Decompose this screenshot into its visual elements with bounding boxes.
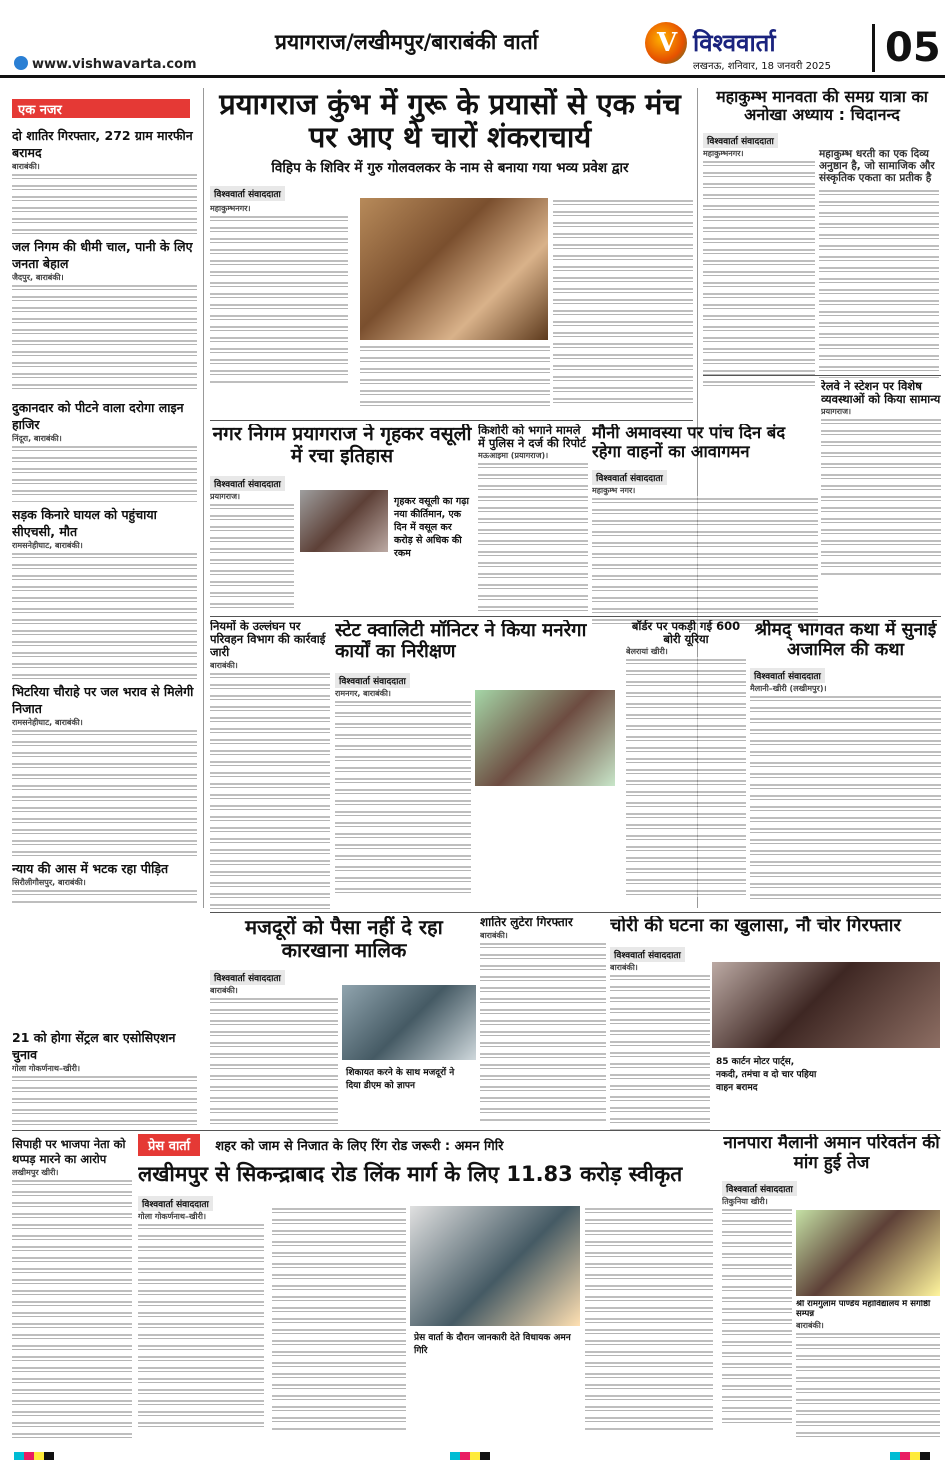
- photo-caption: गृहकर वसूली का गढ़ा नया कीर्तिमान, एक दिन में वसूल कर करोड़ से अधिक की रकम: [390, 492, 474, 561]
- left-brief-column: [12, 124, 197, 904]
- website-url[interactable]: www.vishwavarta.com: [14, 56, 197, 72]
- mazdoor-photo: [342, 985, 476, 1060]
- press-label: प्रेस वार्ता: [138, 1134, 200, 1156]
- niyamon-story: नियमों के उल्लंघन पर परिवहन विभाग की कार्रवाई जारी बाराबंकी।: [210, 620, 330, 910]
- quality-monitor-photo: [475, 690, 615, 786]
- brief-body: रामसनेहीघाट, बाराबंकी।: [12, 717, 197, 857]
- masthead: [0, 0, 945, 78]
- quality-monitor-story: स्टेट क्वालिटी मॉनिटर ने किया मनरेगा कार्यों का निरीक्षण विश्ववार्ता संवाददाता रामनगर, बाराबंकी।: [335, 620, 621, 910]
- chori-photo: [712, 962, 940, 1048]
- brief-body: सिरौलीगौसपुर, बाराबंकी।: [12, 877, 197, 904]
- section-label-ek-nazar: एक नजर: [12, 99, 190, 118]
- press-headline: लखीमपुर से सिकन्द्राबाद रोड लिंक मार्ग के लिए 11.83 करोड़ स्वीकृत: [138, 1162, 683, 1186]
- nagar-nigam-story: नगर निगम प्रयागराज ने गृहकर वसूली में रचा इतिहास विश्ववार्ता संवाददाता प्रयागराज।: [210, 424, 474, 614]
- bureau-tag: विश्ववार्ता संवाददाता: [210, 186, 285, 201]
- shankaracharya-photo: [360, 198, 548, 340]
- page-number: 05: [872, 24, 941, 72]
- nagar-nigam-photo: [300, 490, 388, 552]
- border-story: बॉर्डर पर पकड़ी गई 600 बोरी यूरिया बेलरायां खीरी।: [626, 620, 746, 910]
- brief-body: जैदपुर, बाराबंकी।: [12, 272, 197, 396]
- mazdoor-story: मजदूरों को पैसा नहीं दे रहा कारखाना मालिक विश्ववार्ता संवाददाता बाराबंकी।: [210, 916, 478, 1130]
- pull-quote: महाकुम्भ धरती का एक दिव्य अनुष्ठान है, जो सामाजिक और संस्कृतिक एकता का प्रतीक है: [819, 147, 935, 184]
- issue-dateline: लखनऊ, शनिवार, 18 जनवरी 2025: [693, 61, 832, 72]
- nanpara-photo: [796, 1210, 940, 1296]
- brief-body: बाराबंकी।: [12, 161, 197, 235]
- press-story: प्रेस वार्ता शहर को जाम से निजात के लिए रिंग रोड जरूरी : अमन गिरि लखीमपुर से सिकन्द्राबाद रोड लिंक मार्ग के लिए 11.83 करोड़ स्वीकृत विश्ववार्ता संवाददाता गोला गोकर्णनाथ–खीरी।: [138, 1134, 718, 1444]
- brief-body: रामसनेहीघाट, बाराबंकी।: [12, 540, 197, 680]
- brand-logo: V: [645, 22, 687, 64]
- railway-story: रेलवे ने स्टेशन पर विशेष व्यवस्थाओं को किया सामान्य प्रयागराज।: [821, 380, 941, 580]
- bhagwat-story: श्रीमद् भागवत कथा में सुनाई अजामिल की कथा विश्ववार्ता संवाददाता मैलानी–खीरी (लखीमपुर)।: [750, 620, 941, 910]
- registration-colorbar: [14, 1452, 54, 1460]
- lead-headline: प्रयागराज कुंभ में गुरू के प्रयासों से एक मंच पर आए थे चारों शंकराचार्य: [219, 88, 681, 155]
- kishori-story: किशोरी को भगाने मामले में पुलिस ने दर्ज की रिपोर्ट मऊआइमा (प्रयागराज)।: [478, 424, 588, 614]
- brief-headline: 21 को होगा सेंट्रल बार एसोसिएशन चुनाव: [12, 1030, 176, 1062]
- brief-headline: न्याय की आस में भटक रहा पीड़ित: [12, 861, 169, 876]
- shatir-lutera-story: शातिर लुटेरा गिरफ्तार बाराबंकी।: [480, 916, 606, 1130]
- brief-body: निंदूरा, बाराबंकी।: [12, 433, 197, 503]
- brief-headline: सड़क किनारे घायल को पहुंचाया सीएचसी, मौत: [12, 507, 157, 539]
- brief-headline: दुकानदार को पीटने वाला दरोगा लाइन हाजिर: [12, 400, 184, 432]
- press-photo: [410, 1206, 580, 1326]
- brief-headline: जल निगम की धीमी चाल, पानी के लिए जनता बेहाल: [12, 239, 193, 271]
- registration-colorbar: [890, 1452, 930, 1460]
- registration-colorbar: [450, 1452, 490, 1460]
- chori-story: चोरी की घटना का खुलासा, नौ चोर गिरफ्तार विश्ववार्ता संवाददाता बाराबंकी।: [610, 916, 941, 1130]
- lead-subheadline: विहिप के शिविर में गुरु गोलवलकर के नाम से बनाया गया भव्य प्रवेश द्वार: [271, 159, 629, 176]
- chidanand-headline: महाकुम्भ मानवता की समग्र यात्रा का अनोखा अध्याय : चिदानन्द: [716, 88, 928, 125]
- mauni-amavasya-story: मौनी अमावस्या पर पांच दिन बंद रहेगा वाहनों का आवागमन विश्ववार्ता संवाददाता महाकुम्भ नगर।: [592, 424, 818, 624]
- nanpara-story: नानपारा मैलानी अमान परिवर्तन की मांग हुई तेज विश्ववार्ता संवाददाता तिकुनिया खीरी।: [722, 1134, 941, 1444]
- page-section-title: प्रयागराज/लखीमपुर/बाराबंकी वार्ता: [275, 30, 539, 54]
- brief-headline: सिपाही पर भाजपा नेता को थप्पड़ मारने का आरोप: [12, 1137, 126, 1166]
- brief-headline: दो शातिर गिरफ्तार, 272 ग्राम मारफीन बरामद: [12, 128, 193, 160]
- browser-icon: [14, 56, 28, 70]
- brief-bjp-leader: सिपाही पर भाजपा नेता को थप्पड़ मारने का आरोप लखीमपुर खीरी।: [12, 1134, 132, 1444]
- brand-name: विश्ववार्ता: [693, 29, 776, 57]
- chidanand-story: महाकुम्भ मानवता की समग्र यात्रा का अनोखा अध्याय : चिदानन्द विश्ववार्ता संवाददाता महाकुम्भनगर। महाकुम्भ धरती का एक दिव्य अनुष्ठान है, जो सामाजिक और संस्कृतिक एकता का प्रतीक है: [703, 88, 941, 388]
- brief-headline: भिटरिया चौराहे पर जल भराव से मिलेगी निजात: [12, 684, 194, 716]
- chandauli-story: श्री रामगुलाम पाण्डेय महाविद्यालय में संगोष्ठी सम्पन्न बाराबंकी।: [796, 1300, 940, 1440]
- brief-central-bar: 21 को होगा सेंट्रल बार एसोसिएशन चुनाव गोला गोकर्णनाथ–खीरी।: [12, 1026, 197, 1126]
- column-divider: [203, 88, 204, 908]
- lead-body: महाकुम्भनगर।: [210, 203, 348, 383]
